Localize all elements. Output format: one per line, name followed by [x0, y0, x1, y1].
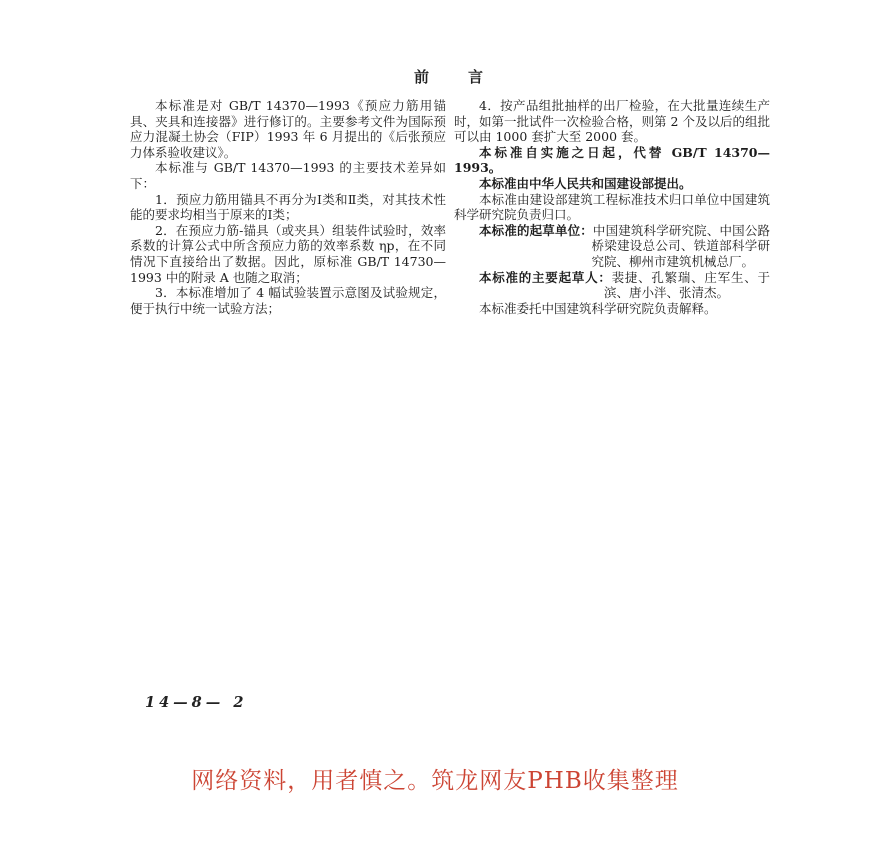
right-column	[454, 98, 770, 316]
paragraph	[130, 285, 446, 316]
paragraph-text: 3．本标准增加了 4 幅试验装置示意图及试验规定，便于执行中统一试验方法；	[130, 285, 446, 316]
paragraph-text: 本标准由建设部建筑工程标准技术归口单位中国建筑科学研究院负责归口。	[454, 191, 770, 223]
paragraph-label: 本标准的起草单位：	[479, 222, 593, 238]
paragraph	[130, 98, 446, 160]
paragraph-text: 2．在预应力筋-锚具（或夹具）组装件试验时，效率系数的计算公式中所含预应力筋的效率系数 ηp，在不同情况下直接给出了数据。因此，原标准 GB/T 14730—1993 中的附录 A 也随之取消；	[130, 222, 446, 285]
paragraph-text: 裴捷、孔繁瑞、庄军生、于滨、唐小泮、张清杰。	[604, 269, 770, 301]
left-column	[130, 98, 446, 316]
page-title: 前 言	[413, 68, 486, 86]
paragraph	[130, 192, 446, 223]
paragraph	[454, 98, 770, 145]
paragraph	[454, 223, 770, 270]
paragraph	[454, 145, 770, 176]
paragraph-text: 中国建筑科学研究院、中国公路桥梁建设总公司、铁道部科学研究院、柳州市建筑机械总厂。	[591, 222, 770, 269]
paragraph-text: 本标准委托中国建筑科学研究院负责解释。	[479, 300, 717, 316]
paragraph-text: 本标准自实施之日起，代替 GB/T 14370—1993。	[454, 144, 770, 176]
paragraph-label: 本标准的主要起草人：	[479, 269, 612, 285]
paragraph	[454, 176, 770, 192]
paragraph-text: 4．按产品组批抽样的出厂检验，在大批量连续生产时，如第一批试件一次检验合格，则第 2 个及以后的组批可以由 1000 套扩大至 2000 套。	[454, 98, 770, 145]
paragraph-text: 1．预应力筋用锚具不再分为Ⅰ类和Ⅱ类，对其技术性能的要求均相当于原来的Ⅰ类；	[130, 191, 446, 223]
paragraph-text: 本标准是对 GB/T 14370—1993《预应力筋用锚具、夹具和连接器》进行修订的。主要参考文件为国际预应力混凝土协会（FIP）1993 年 6 月提出的《后张预应力体系验收建议》。	[130, 98, 446, 160]
paragraph	[454, 192, 770, 223]
paragraph	[454, 301, 770, 317]
paragraph-text: 本标准与 GB/T 14370—1993 的主要技术差异如下：	[130, 160, 446, 191]
text-columns	[130, 98, 770, 316]
paragraph	[130, 223, 446, 285]
paragraph	[130, 160, 446, 191]
paragraph	[454, 270, 770, 301]
watermark-text: 网络资料，用者慎之。筑龙网友PHB收集整理	[191, 768, 679, 794]
paragraph-text: 本标准由中华人民共和国建设部提出。	[479, 175, 692, 191]
page-number: 14—8— 2	[145, 694, 248, 711]
